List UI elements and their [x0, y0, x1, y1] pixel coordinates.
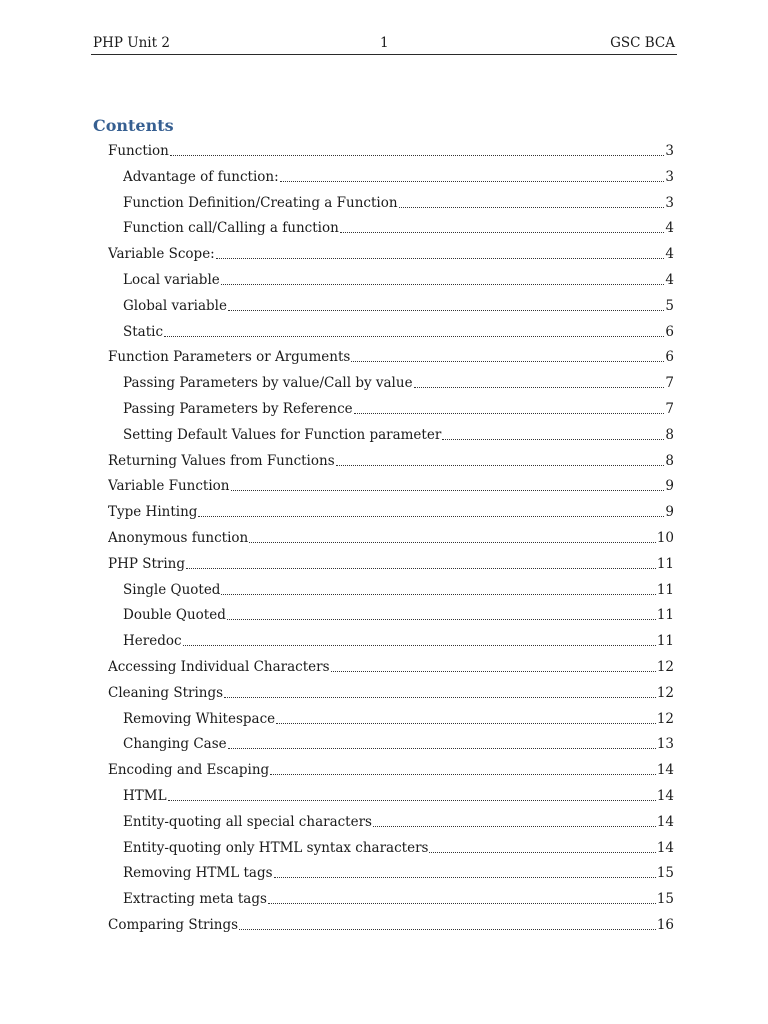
toc-entry-page-number: 11	[656, 633, 674, 650]
dot-leader	[373, 825, 656, 827]
toc-entry-label: Function Parameters or Arguments	[108, 349, 351, 366]
toc-entry-page-number: 10	[656, 530, 674, 546]
toc-entry-page-number: 16	[656, 917, 674, 933]
toc-title: Contents	[93, 116, 174, 135]
dot-leader	[249, 541, 656, 543]
toc-entry[interactable]	[108, 757, 674, 779]
dot-leader	[336, 464, 665, 466]
toc-entry-label: Changing Case	[123, 736, 227, 753]
toc-entry-label: Accessing Individual Characters	[108, 659, 330, 675]
dot-leader	[354, 412, 665, 414]
dot-leader	[164, 335, 664, 337]
toc-entry-label: Removing Whitespace	[123, 710, 276, 727]
dot-leader	[274, 876, 656, 878]
toc-entry-page-number: 3	[665, 143, 674, 159]
toc-entry-page-number: 14	[656, 762, 674, 779]
page-header	[91, 33, 677, 55]
toc-entry-label: Passing Parameters by value/Call by value	[123, 375, 413, 392]
dot-leader	[221, 593, 655, 595]
toc-entry-page-number: 15	[656, 891, 674, 908]
toc-entry-page-number: 12	[656, 659, 674, 675]
toc-entry-label: Double Quoted	[123, 607, 226, 624]
toc-entry-page-number: 15	[656, 865, 674, 882]
toc-entry[interactable]	[123, 602, 674, 624]
toc-entry-label: Anonymous function	[108, 530, 249, 546]
dot-leader	[231, 489, 665, 491]
toc-entry-label: Function Definition/Creating a Function	[123, 194, 398, 211]
toc-entry-label: Cleaning Strings	[108, 684, 224, 701]
toc-entry-label: Removing HTML tags	[123, 865, 273, 882]
toc-entry[interactable]	[123, 835, 674, 857]
header-institution: GSC BCA	[610, 35, 675, 51]
toc-entry-page-number: 4	[665, 220, 674, 237]
header-page-number: 1	[380, 35, 389, 51]
toc-entry-page-number: 6	[665, 349, 674, 366]
toc-entry[interactable]	[108, 499, 674, 521]
toc-entry-page-number: 4	[665, 272, 674, 288]
toc-entry[interactable]	[123, 267, 674, 289]
dot-leader	[399, 206, 665, 208]
toc-entry[interactable]	[123, 731, 674, 753]
toc-entry-page-number: 4	[665, 246, 674, 263]
toc-entry-page-number: 8	[665, 426, 674, 443]
dot-leader	[414, 386, 665, 388]
toc-entry-page-number: 3	[665, 194, 674, 211]
toc-entry[interactable]	[108, 344, 674, 366]
dot-leader	[239, 928, 656, 930]
toc-entry[interactable]	[123, 577, 674, 599]
dot-leader	[221, 283, 665, 285]
dot-leader	[227, 618, 656, 620]
toc-entry-label: Heredoc	[123, 633, 182, 650]
toc-entry[interactable]	[123, 190, 674, 212]
dot-leader	[183, 644, 656, 646]
toc-entry-label: Setting Default Values for Function parameter	[123, 426, 442, 443]
toc-entry[interactable]	[108, 654, 674, 676]
dot-leader	[168, 799, 656, 801]
toc-entry-page-number: 11	[656, 555, 674, 572]
toc-entry-label: Single Quoted	[123, 581, 221, 598]
toc-entry[interactable]	[123, 164, 674, 186]
dot-leader	[276, 722, 656, 724]
dot-leader	[198, 515, 664, 517]
toc-entry-label: Global variable	[123, 297, 227, 314]
toc-entry[interactable]	[108, 138, 674, 160]
toc-entry-page-number: 5	[665, 297, 674, 314]
toc-entry-page-number: 12	[656, 710, 674, 727]
dot-leader	[186, 567, 656, 569]
toc-entry[interactable]	[123, 783, 674, 805]
toc-entry-label: Entity-quoting all special characters	[123, 813, 372, 830]
toc-entry-page-number: 11	[656, 581, 674, 598]
toc-entry[interactable]	[123, 886, 674, 908]
dot-leader	[340, 231, 665, 233]
toc-entry-page-number: 14	[656, 788, 674, 804]
toc-entry-label: Variable Function	[108, 478, 230, 495]
toc-entry-label: Static	[123, 323, 164, 340]
toc-entry-page-number: 11	[656, 607, 674, 624]
dot-leader	[170, 154, 665, 156]
dot-leader	[280, 180, 665, 182]
dot-leader	[270, 773, 656, 775]
dot-leader	[228, 747, 656, 749]
toc-entry-page-number: 14	[656, 839, 674, 856]
toc-entry-label: Variable Scope:	[108, 246, 215, 263]
toc-entry-label: HTML	[123, 788, 167, 804]
toc-entry[interactable]	[108, 551, 674, 573]
toc-entry[interactable]	[123, 628, 674, 650]
toc-entry[interactable]	[123, 706, 674, 728]
toc-entry-page-number: 3	[665, 168, 674, 185]
toc-entry[interactable]	[123, 370, 674, 392]
toc-entry[interactable]	[108, 448, 674, 470]
dot-leader	[228, 309, 664, 311]
toc-entry-label: Returning Values from Functions	[108, 452, 335, 469]
toc-entry-label: Entity-quoting only HTML syntax characters	[123, 839, 429, 856]
toc-entry-page-number: 7	[665, 401, 674, 417]
dot-leader	[351, 360, 664, 362]
toc-entry-page-number: 9	[665, 504, 674, 521]
toc-entry[interactable]	[123, 860, 674, 882]
toc-entry[interactable]	[108, 241, 674, 263]
toc-entry[interactable]	[123, 319, 674, 341]
toc-entry-label: Comparing Strings	[108, 917, 239, 933]
toc-entry-label: PHP String	[108, 555, 186, 572]
toc-entry[interactable]	[123, 293, 674, 315]
toc-entry-label: Passing Parameters by Reference	[123, 401, 353, 417]
dot-leader	[442, 438, 664, 440]
toc-entry-page-number: 8	[665, 452, 674, 469]
toc-entry-page-number: 6	[665, 323, 674, 340]
dot-leader	[331, 670, 656, 672]
toc-entry[interactable]	[108, 473, 674, 495]
toc-entry-label: Encoding and Escaping	[108, 762, 270, 779]
header-course-title: PHP Unit 2	[93, 35, 170, 51]
dot-leader	[224, 696, 656, 698]
toc-entry-page-number: 12	[656, 684, 674, 701]
toc-entry[interactable]	[108, 525, 674, 547]
toc-entry[interactable]	[123, 809, 674, 831]
toc-entry-label: Extracting meta tags	[123, 891, 267, 908]
toc-entry-page-number: 13	[656, 736, 674, 753]
toc-entry-page-number: 9	[665, 478, 674, 495]
toc-entry[interactable]	[123, 215, 674, 237]
toc-entry-page-number: 7	[665, 375, 674, 392]
toc-entry-label: Type Hinting	[108, 504, 198, 521]
dot-leader	[268, 902, 656, 904]
dot-leader	[429, 851, 655, 853]
toc-entry[interactable]	[108, 680, 674, 702]
toc-entry-label: Advantage of function:	[123, 168, 279, 185]
dot-leader	[216, 257, 665, 259]
toc-entry[interactable]	[123, 396, 674, 418]
toc-entry-label: Function call/Calling a function	[123, 220, 339, 237]
toc-entry[interactable]	[123, 422, 674, 444]
toc-entry-label: Function	[108, 143, 169, 159]
toc-entry[interactable]	[108, 912, 674, 934]
toc-entry-label: Local variable	[123, 272, 220, 288]
toc-entry-page-number: 14	[656, 813, 674, 830]
